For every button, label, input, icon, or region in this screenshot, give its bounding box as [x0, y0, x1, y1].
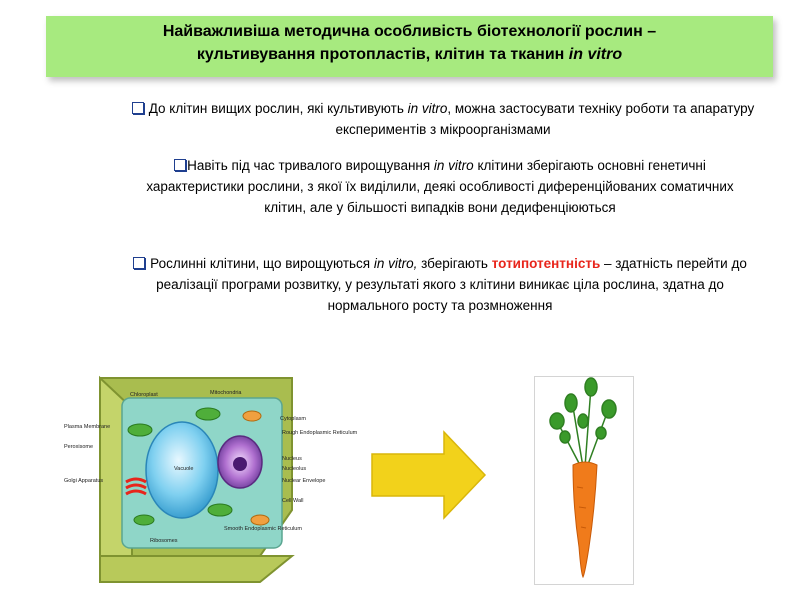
carrot-image-frame — [534, 376, 634, 585]
carrot-icon — [535, 377, 633, 584]
paragraph-2 — [125, 155, 755, 218]
title-line-2 — [46, 43, 773, 66]
p1-text-1: До клітин вищих рослин, які культивують — [148, 101, 408, 116]
p2-text-2: клітини зберігають основні генетичні характеристики рослини, з якої їх виділили, деякі особливості диференційованих соматичних клітин, але у більшості випадків вони дедифенціюються — [146, 158, 734, 215]
p3-text-1: Рослинні клітини, що вирощуються — [150, 256, 374, 271]
chloroplast-shape — [134, 515, 154, 525]
arrow-right-icon — [372, 432, 487, 518]
label-nuclear-envelope: Nuclear Envelope — [282, 478, 326, 484]
label-nucleolus: Nucleolus — [282, 466, 307, 472]
plant-cell-diagram — [60, 370, 358, 585]
label-cell-wall: Cell Wall — [282, 498, 304, 504]
p1-italic: in vitro — [407, 101, 448, 116]
chloroplast-shape — [208, 504, 232, 516]
label-golgi: Golgi Apparatus — [64, 478, 104, 484]
checkbox-bullet-icon — [133, 257, 145, 269]
label-smooth-er: Smooth Endoplasmic Reticulum — [224, 526, 302, 532]
cell-wall-front — [100, 556, 292, 582]
label-plasma-membrane: Plasma Membrane — [64, 424, 111, 430]
nucleolus-shape — [233, 457, 247, 471]
title-line-2-italic: in vitro — [568, 46, 623, 63]
paragraph-3 — [125, 253, 755, 316]
chloroplast-shape — [128, 424, 152, 436]
p2-text-1: Навіть під час тривалого вирощування — [187, 158, 434, 173]
mitochondria-shape — [251, 515, 269, 525]
label-vacuole: Vacuole — [174, 466, 194, 472]
label-peroxisome: Peroxisome — [64, 444, 94, 450]
label-chloroplast: Chloroplast — [130, 392, 158, 398]
title-line-1: Найважливіша методична особливість біотехнології рослин – — [162, 23, 657, 40]
totipotency-highlight: тотипотентність — [491, 256, 601, 271]
label-ribosomes: Ribosomes — [150, 538, 178, 544]
p3-italic: in vitro, — [373, 256, 418, 271]
checkbox-bullet-icon — [132, 102, 144, 114]
mitochondria-shape — [243, 411, 261, 421]
p3-text-3: – здатність перейти до реалізації програми розвитку, у результаті якого з клітини виникає ціла рослина, здатна до нормального росту та розмноження — [156, 256, 747, 313]
title-line-2-text: культивування протопластів, клітин та тканин — [196, 46, 569, 63]
p3-text-2: зберігають — [417, 256, 492, 271]
slide-title — [46, 20, 773, 66]
checkbox-bullet-icon — [174, 159, 186, 171]
label-cytoplasm: Cytoplasm — [280, 416, 306, 422]
label-mitochondria: Mitochondria — [210, 390, 242, 396]
label-nucleus: Nucleus — [282, 456, 302, 462]
chloroplast-shape — [196, 408, 220, 420]
label-rough-er: Rough Endoplasmic Reticulum — [282, 430, 358, 436]
p2-italic: in vitro — [433, 158, 474, 173]
p1-text-2: , можна застосувати техніку роботи та апаратуру експериментів з мікроорганізмами — [335, 101, 755, 137]
paragraph-1 — [118, 98, 768, 140]
